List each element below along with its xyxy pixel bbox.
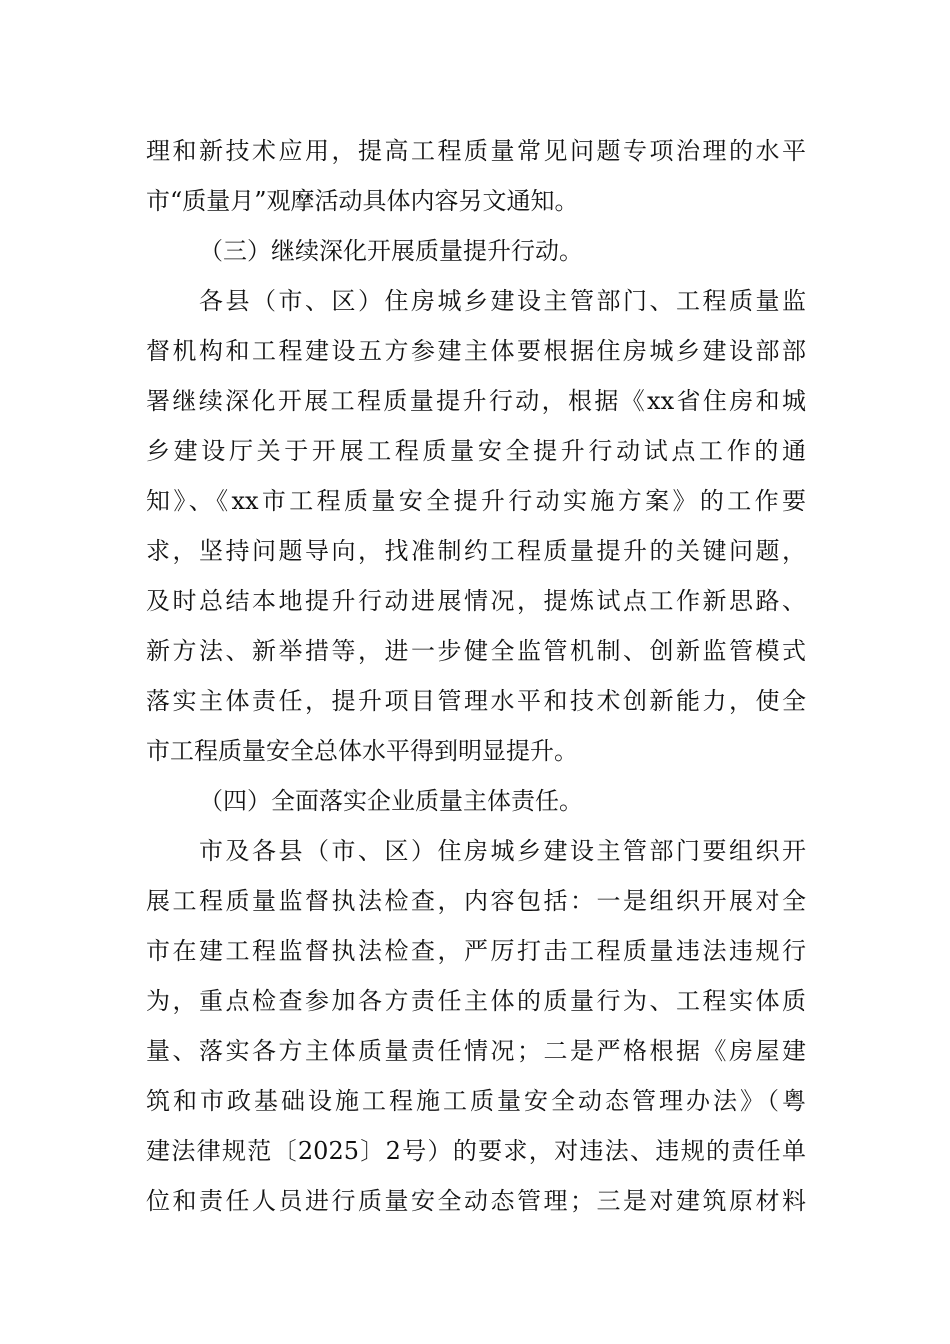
- document-body: [146, 126, 806, 1226]
- text-line: 理和新技术应用，提高工程质量常见问题专项治理的水平: [146, 137, 806, 165]
- text-line: 量、落实各方主体质量责任情况；二是严格根据《房屋建: [146, 1037, 806, 1065]
- text-line: 督机构和工程建设五方参建主体要根据住房城乡建设部部: [146, 337, 806, 365]
- text-line: 各县（市、区）住房城乡建设主管部门、工程质量监: [199, 287, 806, 315]
- text-line: 署继续深化开展工程质量提升行动，根据《xx省住房和城: [146, 387, 806, 415]
- text-line: 筑和市政基础设施工程施工质量安全动态管理办法》（粤: [146, 1087, 806, 1115]
- text-line: 新方法、新举措等，进一步健全监管机制、创新监管模式: [146, 637, 806, 665]
- text-line: 乡建设厅关于开展工程质量安全提升行动试点工作的通: [146, 437, 806, 465]
- section-heading: （三）继续深化开展质量提升行动。: [199, 237, 583, 265]
- text-line: 展工程质量监督执法检查，内容包括：一是组织开展对全: [146, 887, 806, 915]
- text-line: 求，坚持问题导向，找准制约工程质量提升的关键问题，: [146, 537, 806, 565]
- text-line: 建法律规范〔2025〕2号）的要求，对违法、违规的责任单: [146, 1137, 806, 1165]
- text-line: 知》、《xx市工程质量安全提升行动实施方案》的工作要: [146, 487, 806, 515]
- text-line: 位和责任人员进行质量安全动态管理；三是对建筑原材料: [146, 1187, 806, 1215]
- text-line: 市工程质量安全总体水平得到明显提升。: [146, 737, 578, 765]
- text-line: 及时总结本地提升行动进展情况，提炼试点工作新思路、: [146, 587, 806, 615]
- text-line: 落实主体责任，提升项目管理水平和技术创新能力，使全: [146, 687, 806, 715]
- text-line: 市及各县（市、区）住房城乡建设主管部门要组织开: [199, 837, 806, 865]
- text-line: 为，重点检查参加各方责任主体的质量行为、工程实体质: [146, 987, 806, 1015]
- text-line: 市“质量月”观摩活动具体内容另文通知。: [146, 187, 579, 215]
- text-line: 市在建工程监督执法检查，严厉打击工程质量违法违规行: [146, 937, 806, 965]
- section-heading: （四）全面落实企业质量主体责任。: [199, 787, 583, 815]
